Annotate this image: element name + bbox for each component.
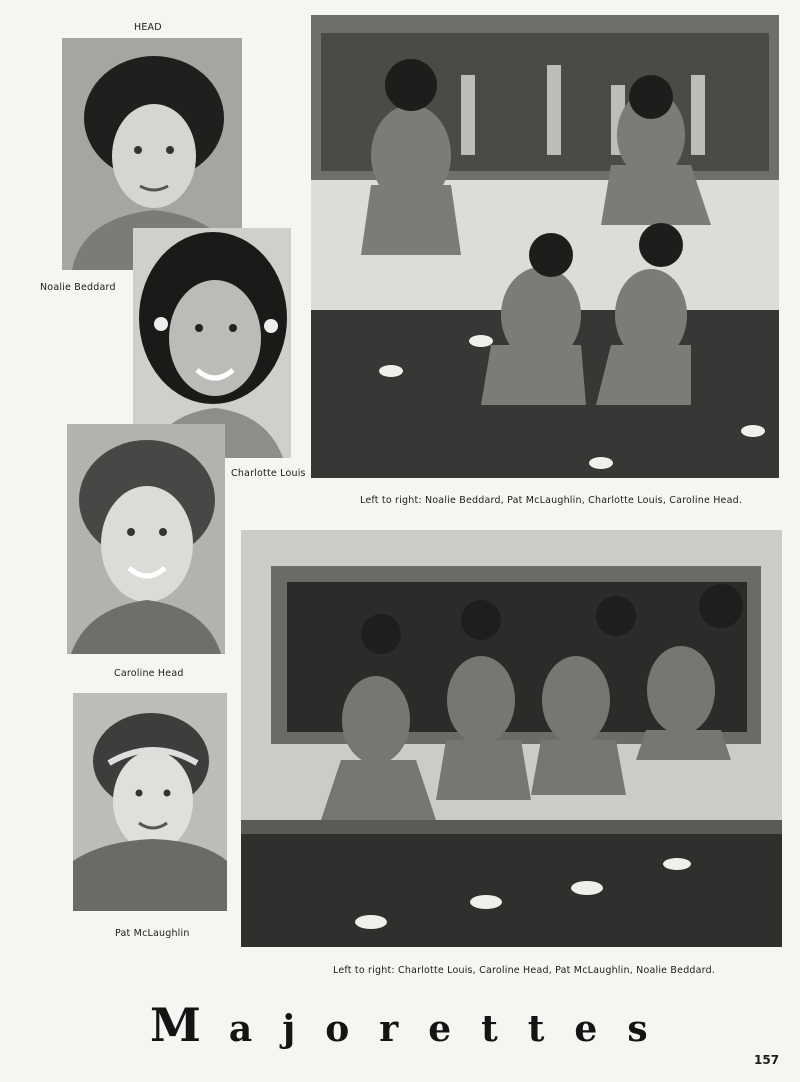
page-title-rest: ajorettes — [228, 1008, 678, 1050]
group-photo-bottom — [241, 530, 782, 947]
portrait-caroline-head — [67, 424, 225, 654]
portrait-caption: Charlotte Louis — [231, 468, 306, 479]
portrait-caption: Noalie Beddard — [40, 282, 116, 293]
portrait-pat-mclaughlin — [73, 693, 227, 911]
group-photo-caption: Left to right: Charlotte Louis, Caroline Head, Pat McLaughlin, Noalie Beddard. — [333, 965, 716, 976]
page-title-first-letter: M — [150, 998, 229, 1052]
portrait-caption: Caroline Head — [114, 668, 184, 679]
portrait-caption: Pat McLaughlin — [115, 928, 190, 939]
group-photo-caption: Left to right: Noalie Beddard, Pat McLaughlin, Charlotte Louis, Caroline Head. — [360, 495, 743, 506]
page-number: 157 — [754, 1053, 780, 1067]
head-label: HEAD — [134, 22, 162, 33]
page-title — [150, 998, 678, 1052]
group-photo-top — [311, 15, 779, 478]
